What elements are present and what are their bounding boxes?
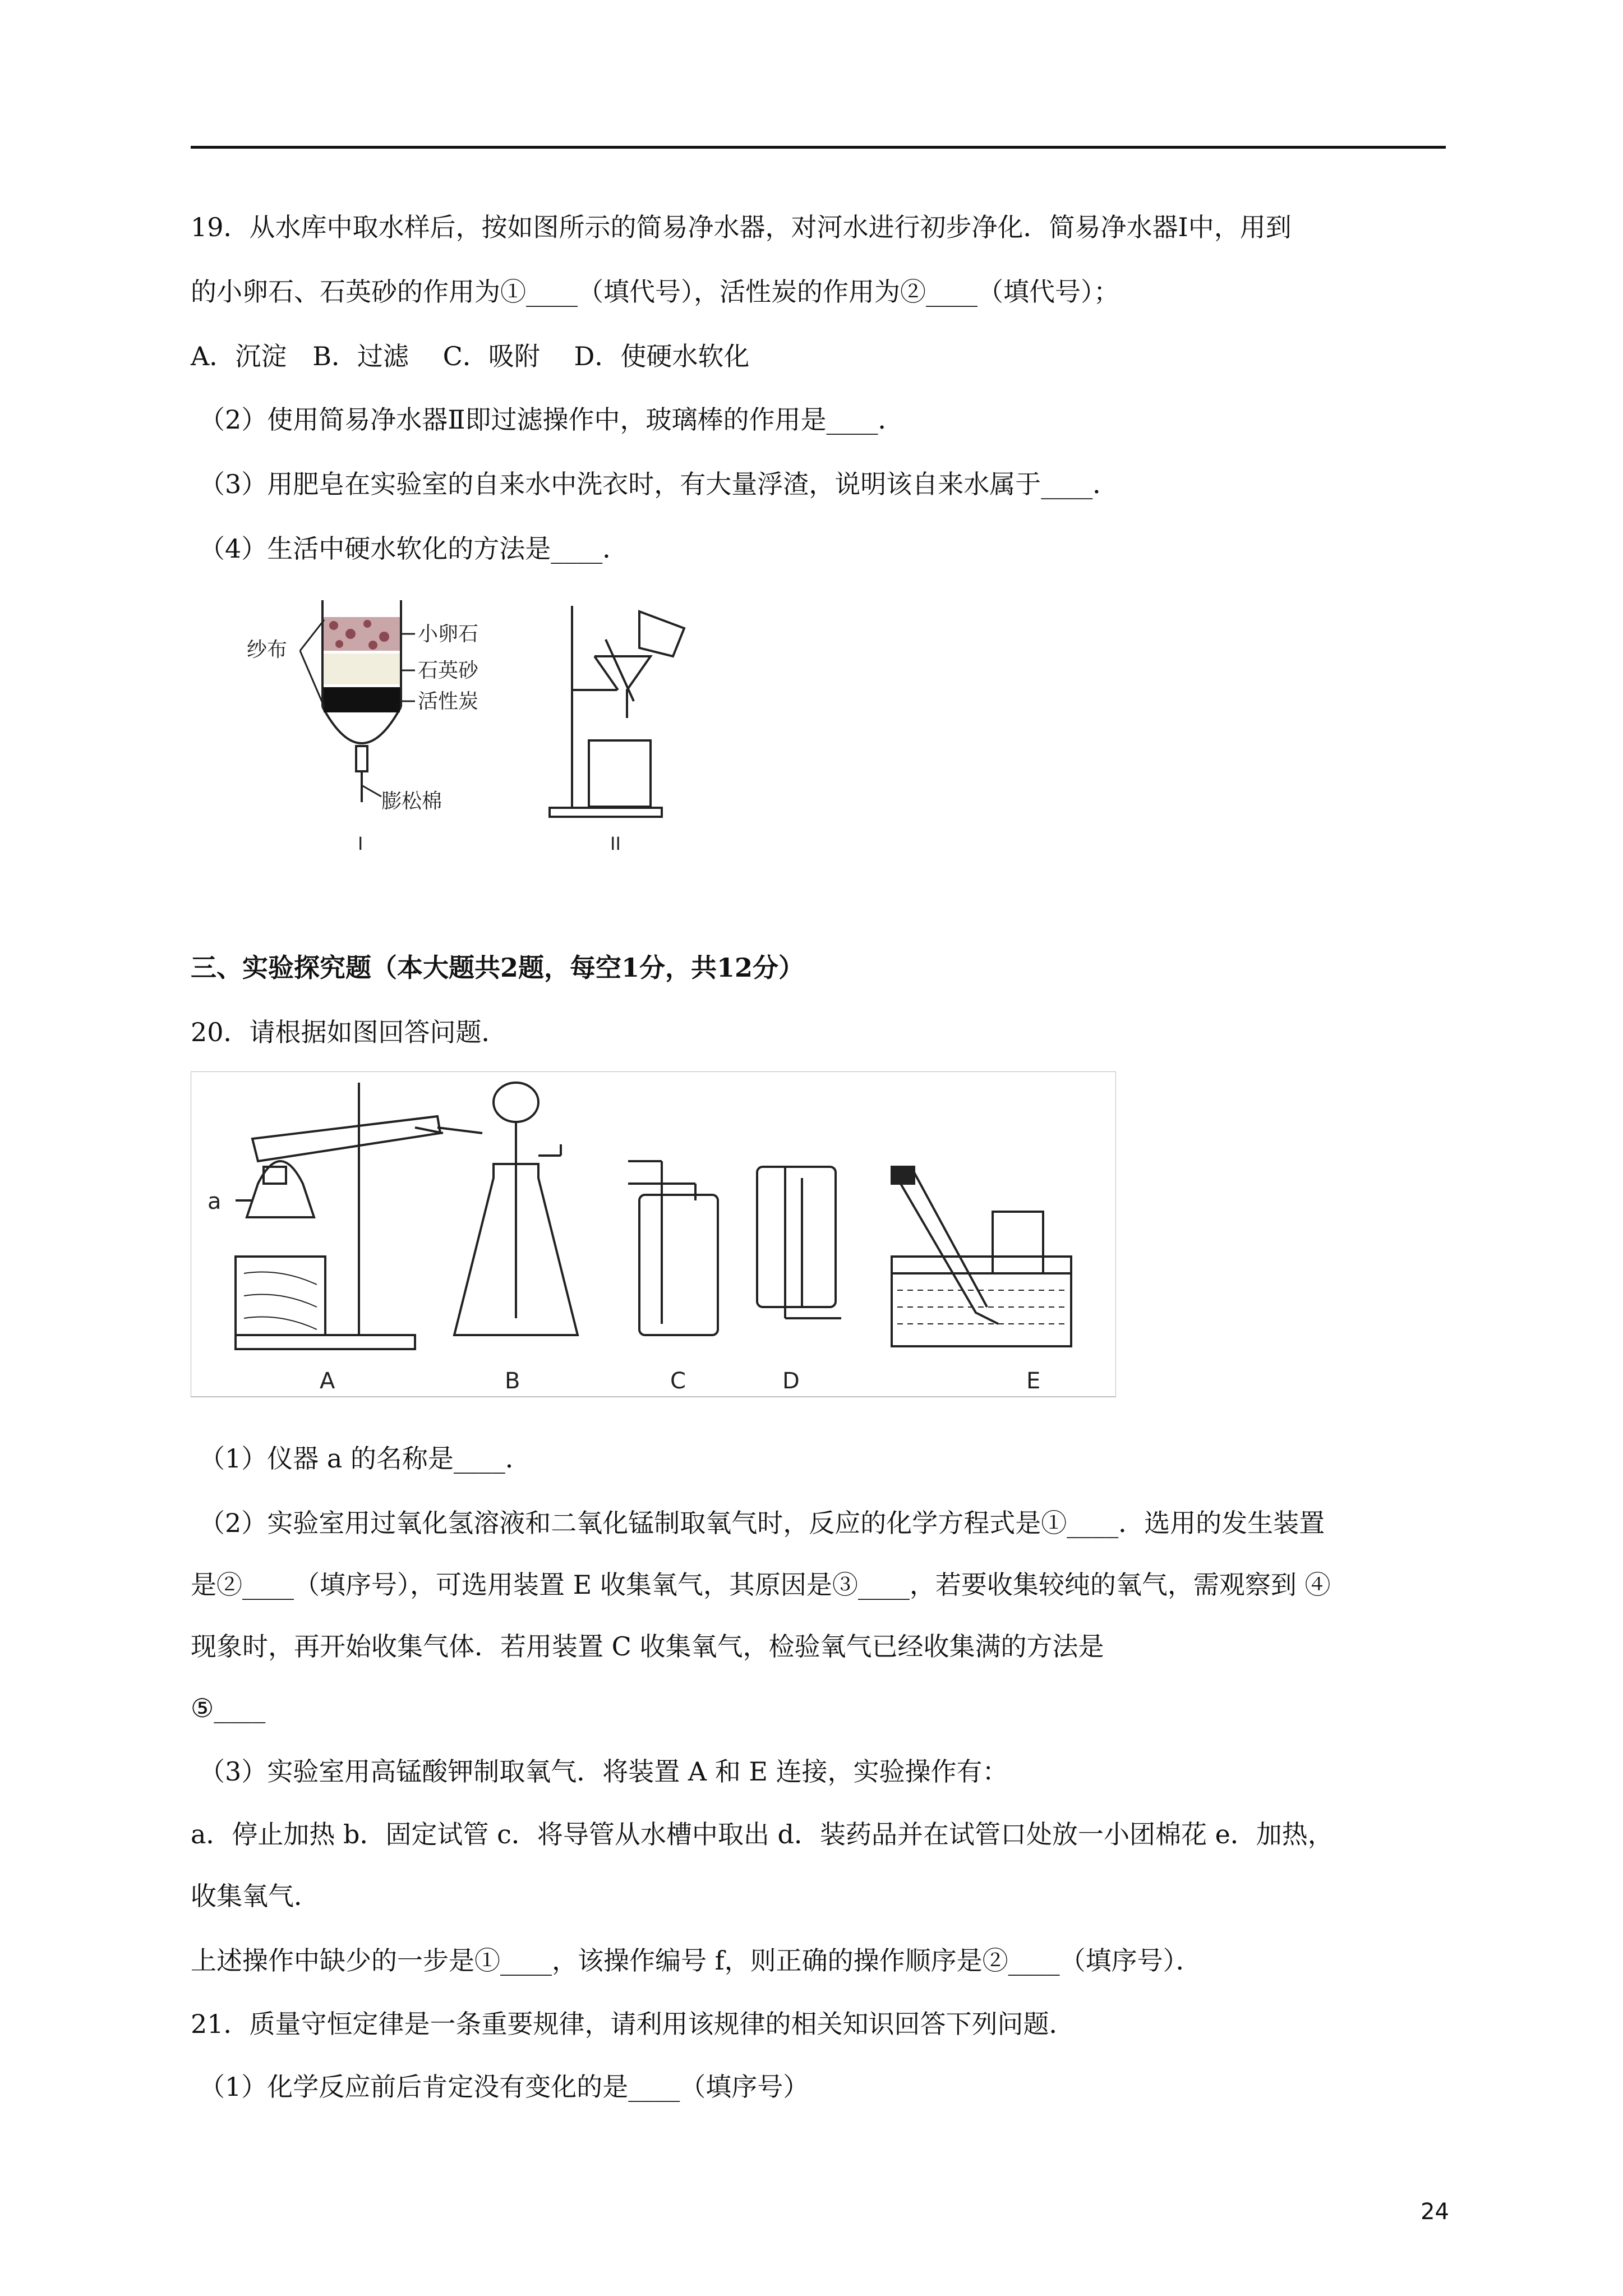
q19-sub3: （3）用肥皂在实验室的自来水中洗衣时，有大量浮渣，说明该自来水属于____． [199, 469, 1119, 499]
q21-intro: 21．质量守恒定律是一条重要规律，请利用该规律的相关知识回答下列问题． [191, 2009, 1075, 2039]
gas-apparatus-figure [191, 1071, 1116, 1402]
q19-sub2: （2）使用简易净水器Ⅱ即过滤操作中，玻璃棒的作用是____． [199, 404, 904, 435]
section3-heading: 三、实验探究题（本大题共2题，每空1分，共12分） [191, 953, 805, 983]
quartz-sand-layer [324, 654, 400, 684]
q20-sub3-line4: 上述操作中缺少的一步是①____，该操作编号 f，则正确的操作顺序是②____（填序号）． [191, 1945, 1202, 1976]
apparatus-B [454, 1083, 578, 1335]
label-D: D [782, 1368, 800, 1394]
label-gauze: 纱布 [247, 638, 288, 661]
label-activated-carbon: 活性炭 [418, 690, 479, 713]
q20-sub2-line4: ⑤____ [191, 1693, 266, 1723]
label-A: A [320, 1368, 335, 1394]
page-number: 24 [1421, 2199, 1449, 2225]
q19-sub4: （4）生活中硬水软化的方法是____． [199, 533, 629, 564]
q19-line1: 19．从水库中取水样后，按如图所示的简易净水器，对河水进行初步净化．简易净水器Ⅰ中，用到 [191, 212, 1292, 242]
water-purifier-figure [224, 595, 718, 864]
activated-carbon-layer [324, 687, 400, 712]
label-cotton: 膨松棉 [381, 790, 442, 813]
q20-sub3-line3: 收集氧气． [191, 1881, 320, 1911]
apparatus-E [892, 1167, 1071, 1346]
label-B: B [505, 1368, 520, 1394]
header-rule [191, 146, 1446, 149]
q19-options: A．沉淀 B．过滤 C．吸附 D．使硬水软化 [191, 341, 750, 371]
label-C: C [670, 1368, 686, 1394]
apparatus-C [628, 1161, 718, 1335]
q20-sub3-line2: a．停止加热 b．固定试管 c．将导管从水槽中取出 d．装药品并在试管口处放一小团棉花 e．加热， [191, 1819, 1334, 1849]
apparatus-D [757, 1167, 841, 1318]
label-E: E [1026, 1368, 1041, 1394]
q19-line2: 的小卵石、石英砂的作用为①____（填代号），活性炭的作用为②____（填代号）； [191, 277, 1119, 307]
purifier-II [550, 606, 684, 817]
q20-sub1: （1）仪器 a 的名称是____． [199, 1443, 531, 1474]
q20-intro: 20．请根据如图回答问题． [191, 1017, 508, 1047]
label-pebbles: 小卵石 [418, 623, 479, 646]
q20-sub2-line3: 现象时，再开始收集气体．若用装置 C 收集氧气，检验氧气已经收集满的方法是 [191, 1631, 1104, 1662]
q20-sub2-line1: （2）实验室用过氧化氢溶液和二氧化锰制取氧气时，反应的化学方程式是①____．选用的发生装置 [199, 1508, 1325, 1538]
apparatus-A [236, 1083, 482, 1349]
q21-sub1: （1）化学反应前后肯定没有变化的是____（填序号） [199, 2072, 809, 2102]
q20-sub2-line2: 是②____（填序号），可选用装置 E 收集氧气，其原因是③____，若要收集较纯的氧气，需观察到 ④ [191, 1570, 1331, 1600]
label-quartz-sand: 石英砂 [418, 659, 479, 682]
label-a: a [208, 1189, 222, 1214]
label-I: I [358, 833, 363, 854]
q20-sub3-line1: （3）实验室用高锰酸钾制取氧气．将装置 A 和 E 连接，实验操作有： [199, 1756, 1008, 1787]
label-II: II [610, 833, 621, 854]
